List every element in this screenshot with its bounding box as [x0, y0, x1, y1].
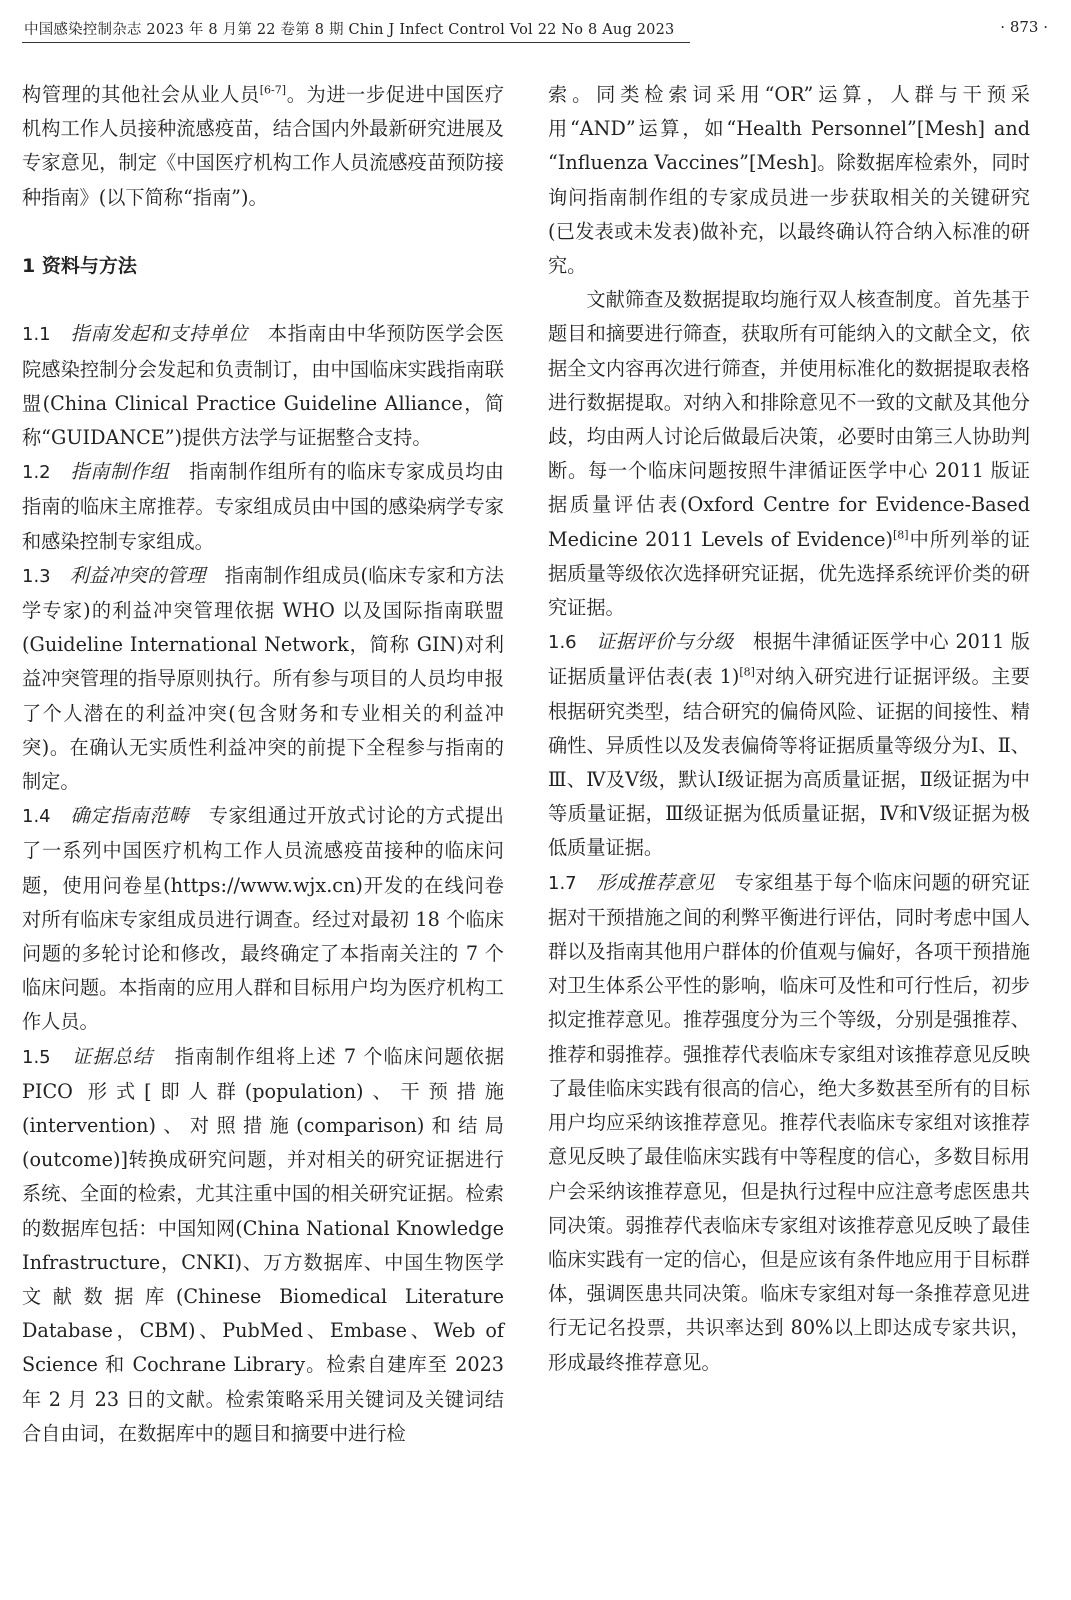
- subsection-text: 本指南由中华预防医学会医院感染控制分会发起和负责制订，由中国临床实践指南联盟(China Clinical Practice Guideline Alliance，简称“GUIDANCE”)提供方法学与证据整合支持。: [22, 322, 504, 449]
- subsection-1-4: [22, 799, 504, 1039]
- subsection-text: 指南制作组将上述 7 个临床问题依据 PICO 形式[即人群(population)、干预措施(intervention)、对照措施(comparison)和结局(outcome)]转换成研究问题，并对相关的研究证据进行系统、全面的检索，尤其注重中国的相关研究证据。检索的数据库包括：中国知网(China National Knowledge Infrastructure，CNKI)、万方数据库、中国生物医学文献数据库(Chinese Biomedical Literature Database，CBM)、PubMed、Embase、Web of Science 和 Cochrane Library。检索自建库至 2023 年 2 月 23 日的文献。检索策略采用关键词及关键词结合自由词，在数据库中的题目和摘要中进行检: [22, 1044, 505, 1445]
- subsection-1-6: [548, 625, 1030, 865]
- subsection-number: 1.2: [22, 462, 51, 484]
- subsection-title: 利益冲突的管理: [69, 563, 206, 587]
- subsection-text: 指南制作组成员(临床专家和方法学专家)的利益冲突管理依据 WHO 以及国际指南联盟(Guideline International Network，简称 GIN)对利益冲突管理的指导原则执行。所有参与项目的人员均申报了个人潜在的利益冲突(包含财务和专业相关的利益冲突)。在确认无实质性利益冲突的前提下全程参与指南的制定。: [22, 563, 504, 794]
- subsection-number: 1.5: [22, 1046, 51, 1068]
- subsection-1-3: [22, 559, 504, 799]
- subsection-text: 专家组基于每个临床问题的研究证据对干预措施之间的利弊平衡进行评估，同时考虑中国人群以及指南其他用户群体的价值观与偏好，各项干预措施对卫生体系公平性的影响，临床可及性和可行性后，初步拟定推荐意见。推荐强度分为三个等级，分别是强推荐、推荐和弱推荐。强推荐代表临床专家组对该推荐意见反映了最佳临床实践有很高的信心，绝大多数甚至所有的目标用户均应采纳该推荐意见。推荐代表临床专家组对该推荐意见反映了最佳临床实践有中等程度的信心，多数目标用户会采纳该推荐意见，但是执行过程中应注意考虑医患共同决策。弱推荐代表临床专家组对该推荐意见反映了最佳临床实践有一定的信心，但是应该有条件地应用于目标群体，强调医患共同决策。临床专家组对每一条推荐意见进行无记名投票，共识率达到 80%以上即达成专家共识，形成最终推荐意见。: [548, 870, 1030, 1374]
- intro-text-cont: 。为进一步促进中国医疗机构工作人员接种流感疫苗，结合国内外最新研究进展及专家意见，制定《中国医疗机构工作人员流感疫苗预防接种指南》(以下简称“指南”)。: [22, 83, 505, 209]
- subsection-1-7: [548, 866, 1030, 1380]
- subsection-title: 证据评价与分级: [596, 630, 734, 654]
- subsection-title: 证据总结: [72, 1044, 154, 1068]
- section-heading: 1 资料与方法: [22, 255, 137, 277]
- subsection-number: 1.6: [548, 632, 577, 654]
- continued-paragraph: 索。同类检索词采用“OR”运算，人群与干预采用“AND”运算，如“Health Personnel”[Mesh] and “Influenza Vaccines”[Mesh]。除数据库检索外，同时询问指南制作组的专家成员进一步获取相关的关键研究(已发表或未发表)做补充，以最终确认符合纳入标准的研究。: [548, 83, 1030, 278]
- intro-text: 构管理的其他社会从业人员: [22, 83, 260, 106]
- subsection-title: 确定指南范畴: [70, 804, 189, 828]
- running-header: [24, 18, 1048, 40]
- subsection-text: 专家组通过开放式讨论的方式提出了一系列中国医疗机构工作人员流感疫苗接种的临床问题，使用问卷星(https://www.wjx.cn)开发的在线问卷对所有临床专家组成员进行调查。经过对最初 18 个临床问题的多轮讨论和修改，最终确定了本指南关注的 7 个临床问题。本指南的应用人群和目标用户均为医疗机构工作人员。: [22, 804, 504, 1034]
- screening-paragraph: [548, 283, 1030, 625]
- citation-ref: [8]: [739, 666, 755, 680]
- right-column: [548, 78, 1030, 1380]
- subsection-1-1: [22, 317, 504, 455]
- subsection-text: 根据牛津循证医学中心 2011 版证据质量评估表(表 1): [548, 630, 1031, 689]
- subsection-number: 1.4: [22, 806, 51, 828]
- subsection-number: 1.1: [22, 324, 51, 346]
- header-rule: [22, 42, 690, 43]
- citation-ref: [6-7]: [259, 83, 287, 97]
- subsection-title: 指南发起和支持单位: [70, 322, 248, 346]
- subsection-text: 指南制作组所有的临床专家成员均由指南的临床主席推荐。专家组成员由中国的感染病学专家和感染控制专家组成。: [22, 460, 504, 553]
- left-column: [22, 78, 504, 1451]
- screening-text: 文献筛查及数据提取均施行双人核查制度。首先基于题目和摘要进行筛查，获取所有可能纳入的文献全文，依据全文内容再次进行筛查，并使用标准化的数据提取表格进行数据提取。对纳入和排除意见不一致的文献及其他分歧，均由两人讨论后做最后决策，必要时由第三人协助判断。每一个临床问题按照牛津循证医学中心 2011 版证据质量评估表(Oxford Centre for Evidence-Based Medicine 2011 Levels of Evidence): [548, 288, 1030, 551]
- subsection-text-cont: 对纳入研究进行证据评级。主要根据研究类型，结合研究的偏倚风险、证据的间接性、精确性、异质性以及发表偏倚等将证据质量等级分为Ⅰ、Ⅱ、Ⅲ、Ⅳ及Ⅴ级，默认Ⅰ级证据为高质量证据，Ⅱ级证据为中等质量证据，Ⅲ级证据为低质量证据，Ⅳ和Ⅴ级证据为极低质量证据。: [548, 665, 1031, 860]
- subsection-title: 指南制作组: [70, 460, 170, 484]
- subsection-title: 形成推荐意见: [596, 870, 715, 894]
- journal-citation: 中国感染控制杂志 2023 年 8 月第 22 卷第 8 期 Chin J Infect Control Vol 22 No 8 Aug 2023: [24, 22, 675, 38]
- subsection-1-2: [22, 455, 504, 559]
- subsection-1-5: [22, 1040, 504, 1451]
- screening-text-cont: 中所列举的证据质量等级依次选择研究证据，优先选择系统评价类的研究证据。: [548, 527, 1030, 620]
- subsection-number: 1.3: [22, 565, 51, 587]
- intro-paragraph: [22, 78, 504, 215]
- page-number: · 873 ·: [1000, 18, 1048, 36]
- citation-ref: [8]: [892, 528, 909, 542]
- subsection-number: 1.7: [548, 872, 577, 894]
